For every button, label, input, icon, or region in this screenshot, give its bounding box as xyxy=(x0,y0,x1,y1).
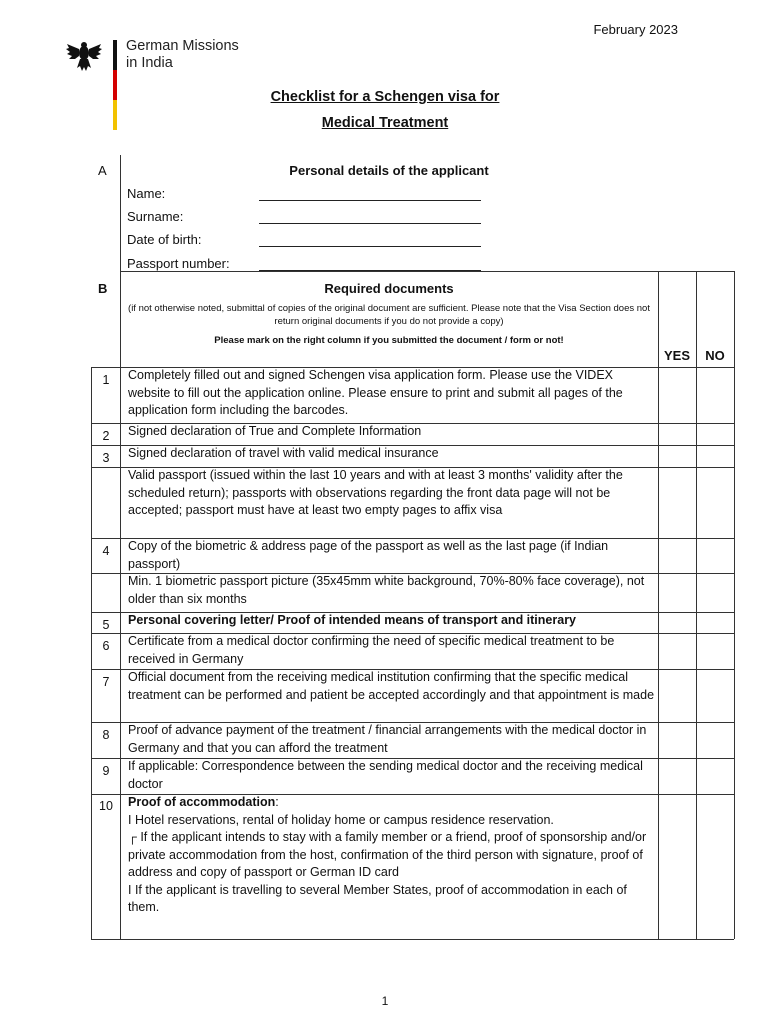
page-title-line2: Medical Treatment xyxy=(321,115,449,131)
requirement-text: Signed declaration of True and Complete Information xyxy=(128,424,422,438)
requirement-text: If applicable: Correspondence between the sending medical doctor and the receiving medical doctor xyxy=(128,759,643,791)
dob-field[interactable] xyxy=(259,246,481,247)
page-title-line1: Checklist for a Schengen visa for xyxy=(270,89,500,105)
name-label: Name: xyxy=(127,186,166,201)
surname-field[interactable] xyxy=(259,223,481,224)
dob-label: Date of birth: xyxy=(127,232,202,247)
requirement-text: Signed declaration of travel with valid medical insurance xyxy=(128,446,439,460)
passport-number-label: Passport number: xyxy=(127,256,230,271)
yes-checkbox-cell[interactable] xyxy=(659,446,695,466)
yes-checkbox-cell[interactable] xyxy=(659,613,695,632)
section-a-letter: A xyxy=(98,163,107,178)
no-checkbox-cell[interactable] xyxy=(697,539,733,572)
accommodation-bullet-multiple-states: I If the applicant is travelling to several Member States, proof of accommodation in each of them. xyxy=(128,882,627,914)
requirement-text: Proof of advance payment of the treatment / financial arrangements with the medical doctor in Germany and that you can afford the treatment xyxy=(128,723,647,755)
organization-name: German Missions in India xyxy=(126,38,239,71)
yes-checkbox-cell[interactable] xyxy=(659,539,695,572)
no-column-header: NO xyxy=(705,348,725,363)
row-number: 5 xyxy=(102,618,110,632)
section-b-note: (if not otherwise noted, submittal of copies of the original document are sufficient. Please note that the Visa Section does not return original documents if you do not provide a copy) xyxy=(128,303,650,327)
requirement-text: Official document from the receiving medical institution confirming that the specific medical treatment can be performed and patient be accepted accordingly and that appointment is made xyxy=(128,670,655,702)
yes-checkbox-cell[interactable] xyxy=(659,759,695,793)
no-checkbox-cell[interactable] xyxy=(697,795,733,938)
row-number: 6 xyxy=(102,639,110,653)
yes-column-header: YES xyxy=(663,348,690,363)
section-b-instruction: Please mark on the right column if you submitted the document / form or not! xyxy=(214,335,564,346)
row-number: 4 xyxy=(102,544,110,558)
table-number-divider xyxy=(120,271,121,939)
name-field[interactable] xyxy=(259,200,481,201)
document-date: February 2023 xyxy=(593,22,678,37)
accommodation-bullet-hotel: I Hotel reservations, rental of holiday home or campus residence reservation. xyxy=(128,812,554,827)
yes-checkbox-cell[interactable] xyxy=(659,424,695,444)
section-a-heading: Personal details of the applicant xyxy=(289,163,489,178)
no-checkbox-cell[interactable] xyxy=(697,759,733,793)
row-number: 1 xyxy=(102,373,110,387)
no-checkbox-cell[interactable] xyxy=(697,613,733,632)
requirement-text: Completely filled out and signed Schengen visa application form. Please use the VIDEX website to fill out the application online. Please ensure to print and submit all pages of the application form including the barcodes. xyxy=(128,368,623,417)
yes-checkbox-cell[interactable] xyxy=(659,723,695,757)
page-number: 1 xyxy=(381,994,389,1008)
accommodation-heading: Proof of accommodation xyxy=(128,795,276,809)
row-number: 3 xyxy=(102,451,110,465)
accommodation-row-text: Proof of accommodation: I Hotel reservations, rental of holiday home or campus residence reservation. ┌ If the applicant intends to stay with a family member or a friend, proof of sponsorship and/or private accommodation from the host, confirmation of the third person with signature, proof of address and copy of passport or German ID card I If the applicant is travelling to several Member States, proof of accommodation in each of them. xyxy=(128,794,656,917)
section-b-letter: B xyxy=(98,281,108,296)
requirement-text: Min. 1 biometric passport picture (35x45mm white background, 70%-80% face coverage), not older than six months xyxy=(128,574,645,606)
yes-checkbox-cell[interactable] xyxy=(659,670,695,721)
no-checkbox-cell[interactable] xyxy=(697,574,733,611)
requirement-text: Copy of the biometric & address page of the passport as well as the last page (if Indian passport) xyxy=(128,539,609,571)
no-checkbox-cell[interactable] xyxy=(697,634,733,668)
row-number: 8 xyxy=(102,728,110,742)
yes-checkbox-cell[interactable] xyxy=(659,468,695,537)
section-a-divider xyxy=(120,155,121,271)
row-number: 7 xyxy=(102,675,110,689)
no-checkbox-cell[interactable] xyxy=(697,723,733,757)
requirement-text: Certificate from a medical doctor confirming the need of specific medical treatment to be received in Germany xyxy=(128,634,615,666)
requirement-text: Valid passport (issued within the last 10 years and with at least 3 months' validity after the scheduled return); passports with observations regarding the front data page will not be accepted; passport must have at least two empty pages to affix visa xyxy=(128,468,623,517)
surname-label: Surname: xyxy=(127,209,184,224)
no-checkbox-cell[interactable] xyxy=(697,468,733,537)
no-checkbox-cell[interactable] xyxy=(697,446,733,466)
section-b-heading: Required documents xyxy=(324,281,454,296)
yes-checkbox-cell[interactable] xyxy=(659,795,695,938)
table-top-line xyxy=(120,271,734,272)
row-number: 10 xyxy=(99,799,113,813)
row-number: 9 xyxy=(102,764,110,778)
requirement-text: Personal covering letter/ Proof of intended means of transport and itinerary xyxy=(128,613,577,627)
no-checkbox-cell[interactable] xyxy=(697,670,733,721)
no-checkbox-cell[interactable] xyxy=(697,424,733,444)
yes-checkbox-cell[interactable] xyxy=(659,368,695,422)
no-checkbox-cell[interactable] xyxy=(697,368,733,422)
yes-checkbox-cell[interactable] xyxy=(659,574,695,611)
accommodation-bullet-sponsor: ┌ If the applicant intends to stay with a family member or a friend, proof of sponsorship and/or private accommodation from the host, confirmation of the third person with signature, proof of address and copy of passport or German ID card xyxy=(128,830,647,879)
table-right-border xyxy=(734,271,735,939)
table-bottom-line xyxy=(91,939,734,940)
federal-eagle-icon xyxy=(66,40,102,74)
yes-checkbox-cell[interactable] xyxy=(659,634,695,668)
row-number: 2 xyxy=(102,429,110,443)
